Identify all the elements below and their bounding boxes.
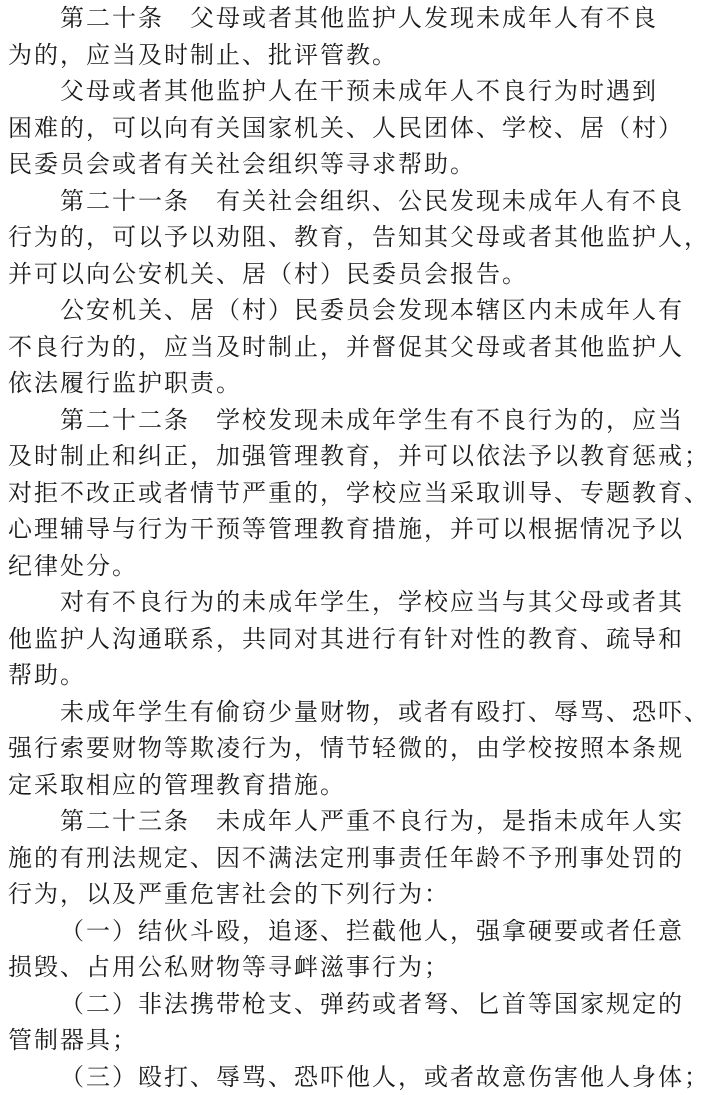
paragraph-line: 不良行为的，应当及时制止，并督促其父母或者其他监护人 <box>8 329 628 366</box>
paragraph-first-line: 父母或者其他监护人在干预未成年人不良行为时遇到 <box>8 73 628 110</box>
paragraph-line: 帮助。 <box>8 657 628 694</box>
paragraph-line: 民委员会或者有关社会组织等寻求帮助。 <box>8 146 628 183</box>
paragraph-line: 行为，以及严重危害社会的下列行为： <box>8 876 628 913</box>
paragraph-first-line: 对有不良行为的未成年学生，学校应当与其父母或者其 <box>8 584 628 621</box>
paragraph-first-line: 第二十三条 未成年人严重不良行为，是指未成年人实 <box>8 803 628 840</box>
paragraph-line: 损毁、占用公私财物等寻衅滋事行为； <box>8 949 628 986</box>
paragraph-first-line: 第二十一条 有关社会组织、公民发现未成年人有不良 <box>8 183 628 220</box>
paragraph-line: 及时制止和纠正，加强管理教育，并可以依法予以教育惩戒； <box>8 438 628 475</box>
paragraph-line: 困难的，可以向有关国家机关、人民团体、学校、居（村） <box>8 110 628 147</box>
paragraph-line: 为的，应当及时制止、批评管教。 <box>8 37 628 74</box>
paragraph-first-line: （三）殴打、辱骂、恐吓他人，或者故意伤害他人身体； <box>8 1059 628 1095</box>
paragraph-line: 管制器具； <box>8 1022 628 1059</box>
paragraph-first-line: 公安机关、居（村）民委员会发现本辖区内未成年人有 <box>8 292 628 329</box>
paragraph-line: 对拒不改正或者情节严重的，学校应当采取训导、专题教育、 <box>8 475 628 512</box>
paragraph-first-line: （二）非法携带枪支、弹药或者弩、匕首等国家规定的 <box>8 986 628 1023</box>
paragraph-line: 并可以向公安机关、居（村）民委员会报告。 <box>8 256 628 293</box>
paragraph-line: 施的有刑法规定、因不满法定刑事责任年龄不予刑事处罚的 <box>8 840 628 877</box>
document-body <box>8 0 628 1095</box>
paragraph-first-line: 第二十条 父母或者其他监护人发现未成年人有不良 <box>8 0 628 37</box>
paragraph-first-line: 第二十二条 学校发现未成年学生有不良行为的，应当 <box>8 402 628 439</box>
paragraph-first-line: 未成年学生有偷窃少量财物，或者有殴打、辱骂、恐吓、 <box>8 694 628 731</box>
paragraph-line: 他监护人沟通联系，共同对其进行有针对性的教育、疏导和 <box>8 621 628 658</box>
paragraph-line: 依法履行监护职责。 <box>8 365 628 402</box>
paragraph-first-line: （一）结伙斗殴，追逐、拦截他人，强拿硬要或者任意 <box>8 913 628 950</box>
paragraph-line: 行为的，可以予以劝阻、教育，告知其父母或者其他监护人， <box>8 219 628 256</box>
paragraph-line: 心理辅导与行为干预等管理教育措施，并可以根据情况予以 <box>8 511 628 548</box>
paragraph-line: 纪律处分。 <box>8 548 628 585</box>
paragraph-line: 强行索要财物等欺凌行为，情节轻微的，由学校按照本条规 <box>8 730 628 767</box>
paragraph-line: 定采取相应的管理教育措施。 <box>8 767 628 804</box>
